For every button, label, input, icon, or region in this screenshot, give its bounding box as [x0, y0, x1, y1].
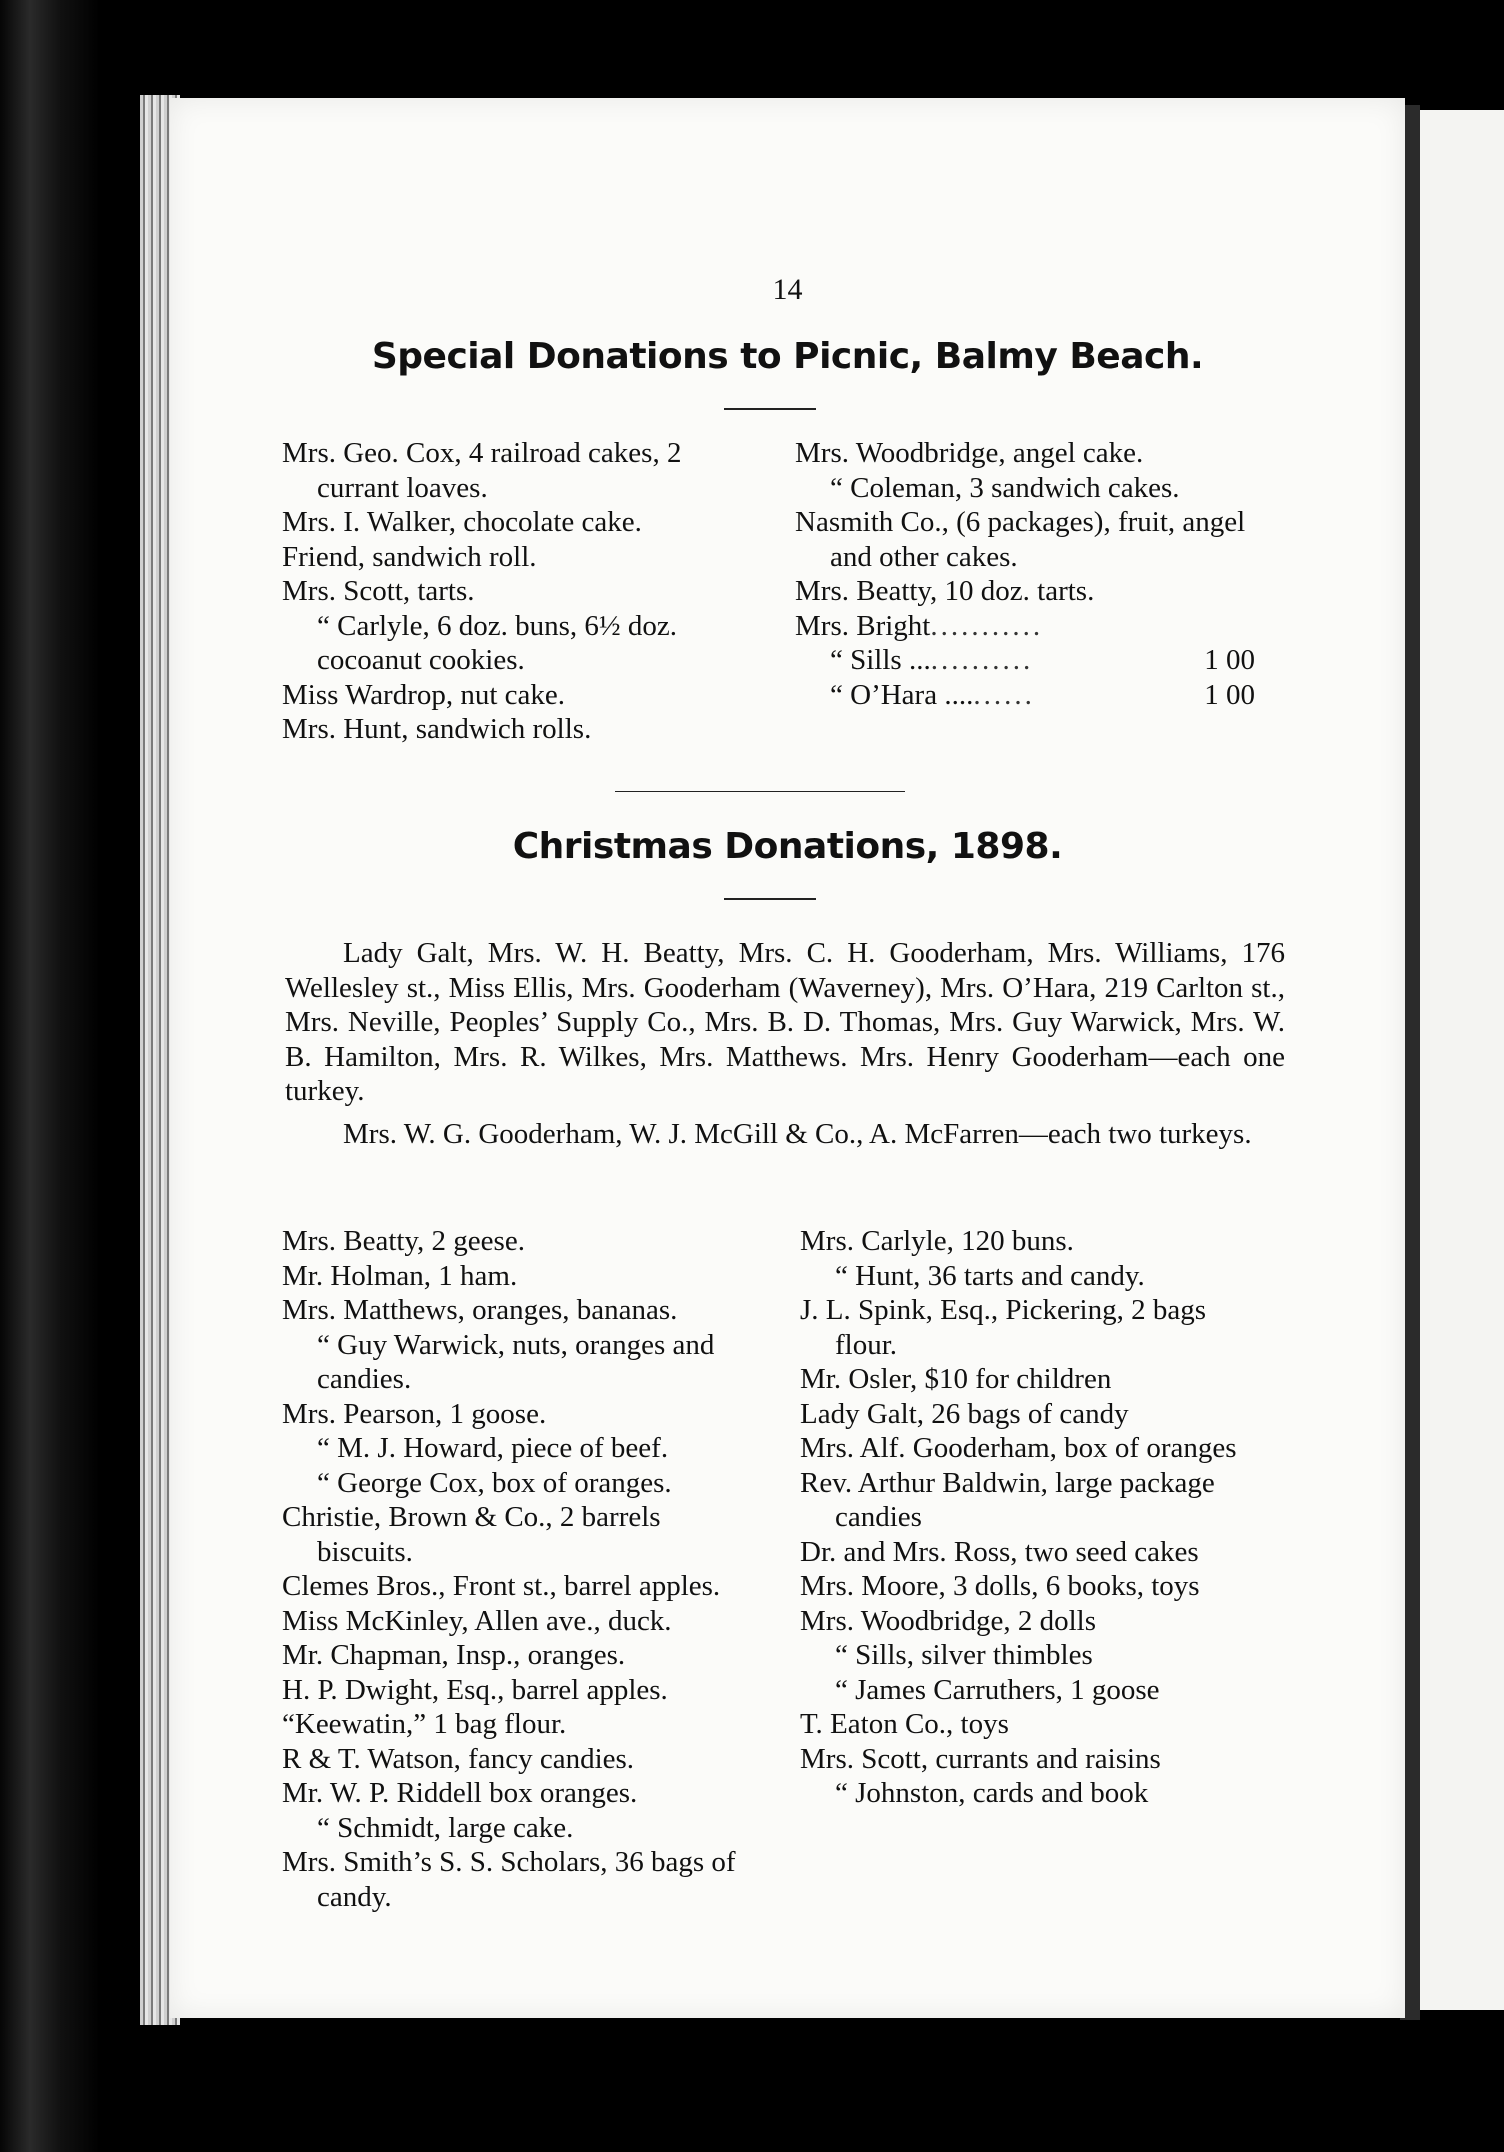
- list-item: Lady Galt, 26 bags of candy: [800, 1397, 1129, 1430]
- list-item: Nasmith Co., (6 packages), fruit, angel and other cakes.: [795, 506, 1246, 573]
- next-page-edge: [1420, 110, 1504, 2010]
- paragraph-two-turkeys: Mrs. W. G. Gooderham, W. J. McGill & Co., A. McFarren—each two turkeys.: [343, 1117, 1252, 1150]
- leader-label: “ Sills ...: [830, 644, 931, 676]
- list-item: Mrs. Woodbridge, 2 dolls: [800, 1604, 1096, 1637]
- list-item: J. L. Spink, Esq., Pickering, 2 bags flour.: [800, 1294, 1206, 1361]
- list-item: Friend, sandwich roll.: [282, 540, 537, 573]
- list-item: Mr. Chapman, Insp., oranges.: [282, 1639, 626, 1671]
- list-item: “ M. J. Howard, piece of beef.: [317, 1432, 669, 1464]
- list-item: Mrs. I. Walker, chocolate cake.: [282, 506, 642, 538]
- list-item: “ George Cox, box of oranges.: [317, 1466, 672, 1499]
- list-item: Mrs. Hunt, sandwich rolls.: [282, 713, 592, 745]
- christmas-turkey-paragraphs: [285, 936, 1285, 1151]
- list-item: “ Schmidt, large cake.: [317, 1811, 574, 1844]
- picnic-right-column: [795, 436, 1255, 712]
- list-item: “ Guy Warwick, nuts, oranges and candies.: [317, 1328, 715, 1395]
- page-number: 14: [772, 273, 803, 306]
- list-item: “ James Carruthers, 1 goose: [835, 1673, 1160, 1706]
- list-item: “ Hunt, 36 tarts and candy.: [835, 1259, 1145, 1292]
- list-item: Dr. and Mrs. Ross, two seed cakes: [800, 1535, 1199, 1568]
- list-item: Mrs. Matthews, oranges, bananas.: [282, 1294, 678, 1326]
- list-item: “ Coleman, 3 sandwich cakes.: [830, 471, 1180, 504]
- leader-row: [795, 643, 1255, 678]
- leader-label: Mrs. Bright: [795, 609, 931, 642]
- list-item: Rev. Arthur Baldwin, large package candies: [800, 1466, 1215, 1533]
- christmas-right-column: [800, 1224, 1255, 1811]
- book-spine-left: [0, 0, 100, 2152]
- list-item: T. Eaton Co., toys: [800, 1708, 1009, 1740]
- list-item: Miss McKinley, Allen ave., duck.: [282, 1604, 672, 1637]
- leader-row: [795, 609, 1255, 644]
- christmas-heading: Christmas Donations, 1898.: [512, 826, 1063, 867]
- list-item: Mr. Holman, 1 ham.: [282, 1259, 518, 1292]
- picnic-heading: Special Donations to Picnic, Balmy Beach.: [371, 336, 1204, 377]
- christmas-heading-rule: [724, 898, 816, 900]
- christmas-left-column: [282, 1224, 747, 1914]
- picnic-heading-rule: [724, 408, 816, 410]
- list-item: “ Carlyle, 6 doz. buns, 6½ doz. cocoanut cookies.: [317, 609, 678, 676]
- list-item: “ Sills, silver thimbles: [835, 1639, 1093, 1671]
- list-item: Mr. W. P. Riddell box oranges.: [282, 1777, 638, 1809]
- leader-label: “ O’Hara ....: [830, 678, 974, 711]
- list-item: Mrs. Smith’s S. S. Scholars, 36 bags of candy.: [282, 1846, 736, 1913]
- book-page: [170, 98, 1405, 2018]
- list-item: “Keewatin,” 1 bag flour.: [282, 1708, 567, 1740]
- list-item: Mrs. Pearson, 1 goose.: [282, 1397, 547, 1430]
- list-item: Mrs. Alf. Gooderham, box of oranges: [800, 1432, 1237, 1464]
- leader-dots: ......: [973, 678, 1035, 711]
- list-item: Miss Wardrop, nut cake.: [282, 678, 566, 711]
- list-item: Mrs. Scott, tarts.: [282, 575, 475, 607]
- list-item: Mrs. Geo. Cox, 4 railroad cakes, 2 currant loaves.: [282, 437, 682, 504]
- list-item: Mr. Osler, $10 for children: [800, 1363, 1112, 1395]
- list-item: Mrs. Woodbridge, angel cake.: [795, 437, 1144, 469]
- list-item: R & T. Watson, fancy candies.: [282, 1742, 635, 1775]
- list-item: “ Johnston, cards and book: [835, 1777, 1149, 1809]
- leader-amount: 1 00: [1204, 644, 1255, 676]
- list-item: Mrs. Moore, 3 dolls, 6 books, toys: [800, 1570, 1200, 1602]
- list-item: Mrs. Beatty, 2 geese.: [282, 1225, 525, 1257]
- list-item: Mrs. Carlyle, 120 buns.: [800, 1225, 1074, 1257]
- picnic-left-column: [282, 436, 747, 747]
- leader-amount: [1245, 609, 1255, 644]
- list-item: H. P. Dwight, Esq., barrel apples.: [282, 1673, 668, 1706]
- leader-dots: ..........: [930, 644, 1034, 676]
- paragraph-one-turkey: Lady Galt, Mrs. W. H. Beatty, Mrs. C. H. Gooderham, Mrs. Williams, 176 Wellesley st., Miss Ellis, Mrs. Gooderham (Waverney), Mrs. O’Hara, 219 Carlton st., Mrs. Neville, Peoples’ Supply Co., Mrs. B. D. Thomas, Mrs. Guy Warwick, Mrs. W. B. Hamilton, Mrs. R. Wilkes, Mrs. Matthews. Mrs. Henry Gooderham—each one turkey.: [285, 937, 1285, 1107]
- list-item: Mrs. Scott, currants and raisins: [800, 1742, 1161, 1775]
- list-item: Christie, Brown & Co., 2 barrels biscuits.: [282, 1501, 661, 1568]
- list-item: Clemes Bros., Front st., barrel apples.: [282, 1570, 721, 1602]
- leader-amount: 1 00: [1204, 678, 1255, 711]
- leader-row: [795, 678, 1255, 713]
- section-divider: [615, 791, 905, 792]
- leader-dots: ...........: [930, 609, 1044, 642]
- list-item: Mrs. Beatty, 10 doz. tarts.: [795, 575, 1095, 607]
